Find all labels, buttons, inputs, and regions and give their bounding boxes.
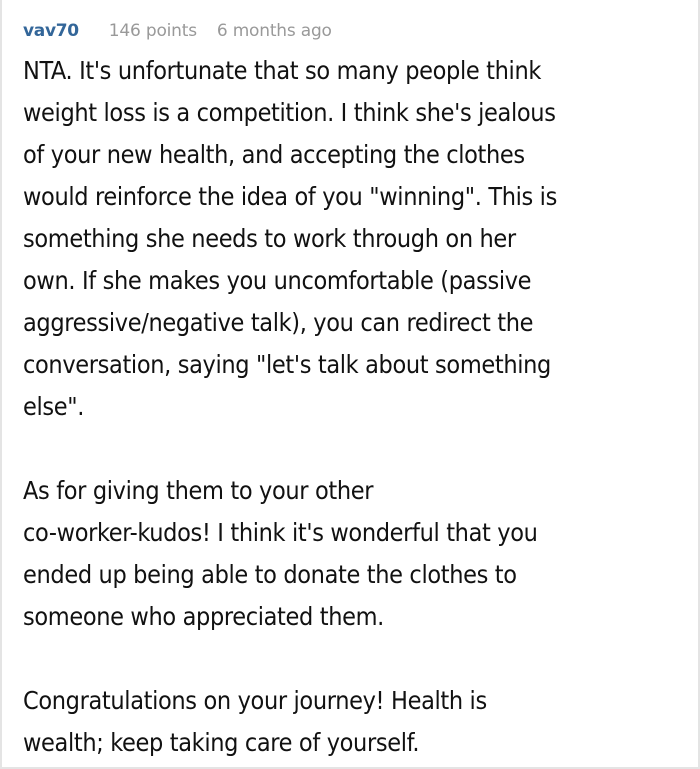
comment-paragraph-2 [23, 470, 678, 638]
comment-text-line: weight loss is a competition. I think she's jealous [23, 98, 556, 127]
comment-text-line: would reinforce the idea of you "winning". This is [23, 182, 557, 211]
comment-text-line: own. If she makes you uncomfortable (passive [23, 266, 532, 295]
comment-points: 146 points [108, 21, 197, 41]
comment-username-link[interactable]: vav70 [23, 21, 79, 41]
comment-text-line: Congratulations on your journey! Health is [23, 686, 487, 715]
comment-body [23, 50, 678, 764]
comment-paragraph-1 [23, 50, 678, 428]
comment-text-line: someone who appreciated them. [23, 602, 384, 631]
comment-text-line: something she needs to work through on her [23, 224, 516, 253]
comment-text-line: NTA. It's unfortunate that so many people think [23, 56, 542, 85]
comment-paragraph-3 [23, 680, 678, 764]
comment-text-line: wealth; keep taking care of yourself. [23, 728, 420, 757]
comment-text-line: aggressive/negative talk), you can redirect the [23, 308, 534, 337]
comment-text-line: co-worker-kudos! I think it's wonderful that you [23, 518, 538, 547]
comment-text-line: of your new health, and accepting the clothes [23, 140, 525, 169]
comment-text-line: ended up being able to donate the clothes to [23, 560, 517, 589]
comment-header [23, 16, 678, 46]
comment-text-line: As for giving them to your other [23, 476, 374, 505]
comment-timestamp: 6 months ago [216, 21, 332, 41]
comment-text-line: conversation, saying "let's talk about something [23, 350, 551, 379]
comment-text-line: else". [23, 392, 85, 421]
